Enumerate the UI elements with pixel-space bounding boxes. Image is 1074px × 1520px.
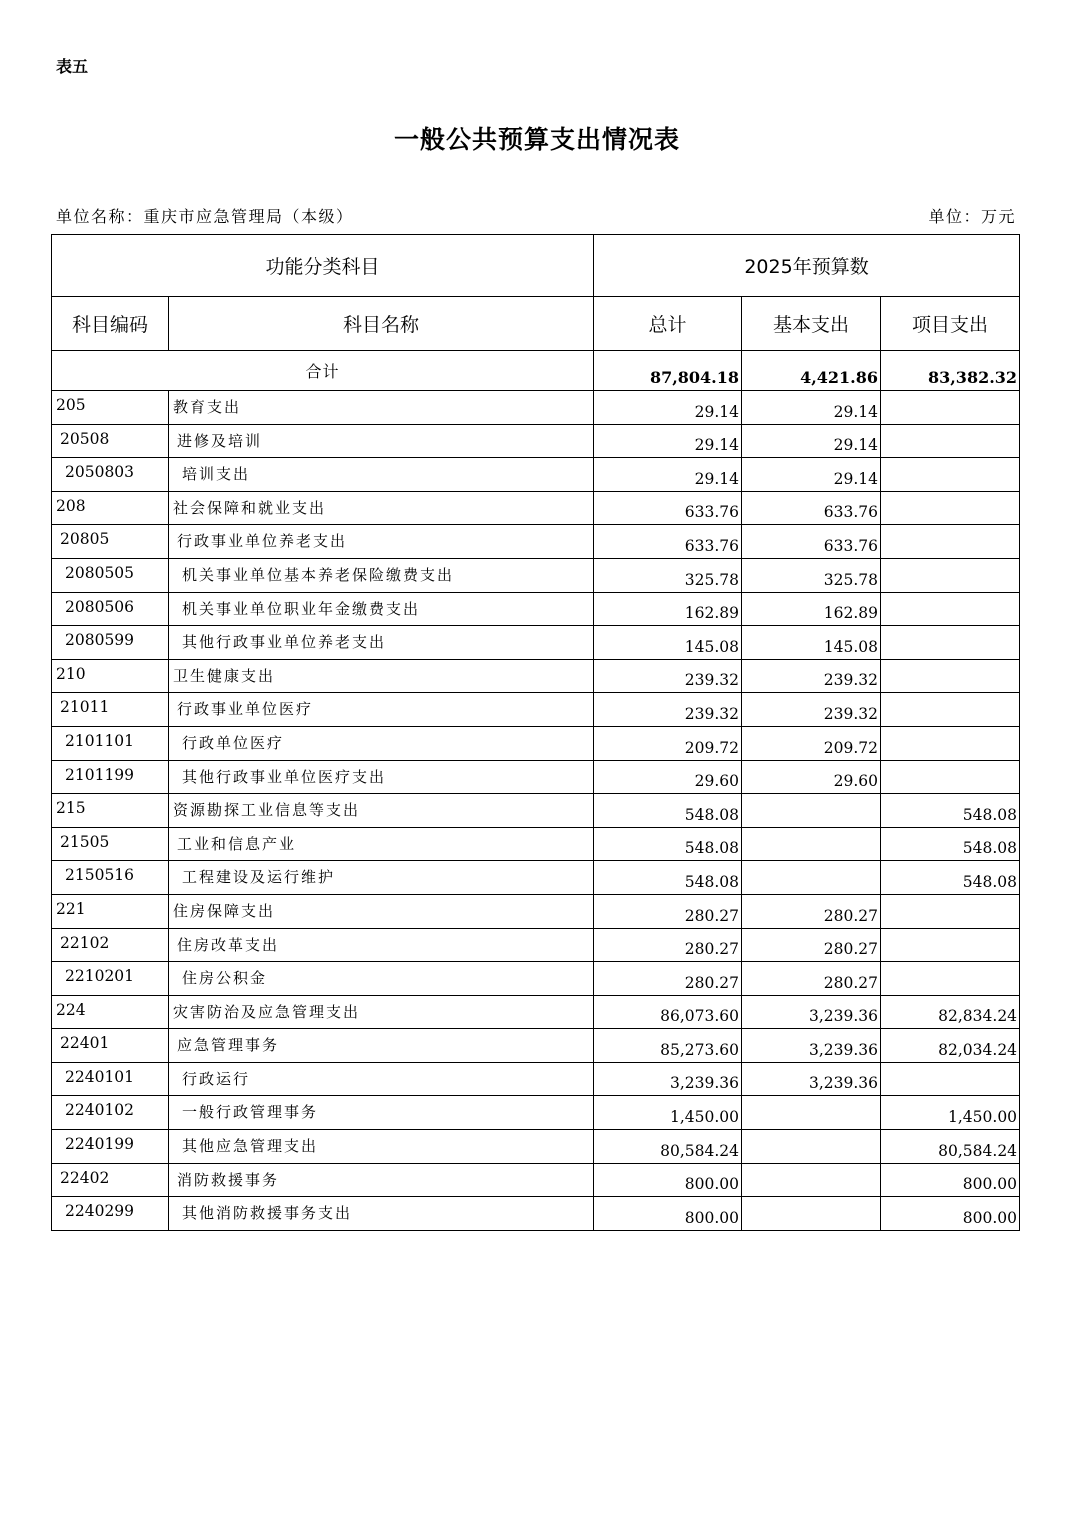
table-row [52,1096,1020,1130]
row-basic: 29.14 [742,458,881,492]
row-code: 2150516 [52,861,169,895]
row-name: 资源勘探工业信息等支出 [169,794,594,828]
row-code: 2080599 [52,626,169,660]
row-total: 548.08 [594,794,742,828]
row-name: 社会保障和就业支出 [169,491,594,525]
row-total: 280.27 [594,928,742,962]
row-basic: 209.72 [742,726,881,760]
row-total: 162.89 [594,592,742,626]
row-project [881,626,1020,660]
row-total: 80,584.24 [594,1130,742,1164]
row-code: 2240102 [52,1096,169,1130]
row-code: 22401 [52,1029,169,1063]
row-name: 行政单位医疗 [169,726,594,760]
row-basic: 325.78 [742,558,881,592]
row-project [881,894,1020,928]
row-basic: 29.14 [742,391,881,425]
table-row [52,391,1020,425]
row-project: 548.08 [881,827,1020,861]
row-project: 548.08 [881,861,1020,895]
row-code: 215 [52,794,169,828]
row-total: 209.72 [594,726,742,760]
row-code: 2210201 [52,962,169,996]
row-code: 224 [52,995,169,1029]
row-code: 2240101 [52,1062,169,1096]
row-code: 21505 [52,827,169,861]
row-total: 239.32 [594,659,742,693]
row-total: 85,273.60 [594,1029,742,1063]
row-project: 800.00 [881,1163,1020,1197]
row-total: 3,239.36 [594,1062,742,1096]
table-row [52,1197,1020,1231]
row-basic: 3,239.36 [742,1062,881,1096]
row-name: 其他消防救援事务支出 [169,1197,594,1231]
row-name: 其他行政事业单位养老支出 [169,626,594,660]
table-row [52,726,1020,760]
row-project [881,525,1020,559]
row-total: 800.00 [594,1163,742,1197]
total-total: 87,804.18 [594,351,742,391]
row-basic [742,1130,881,1164]
row-project: 82,034.24 [881,1029,1020,1063]
table-row [52,995,1020,1029]
row-code: 21011 [52,693,169,727]
row-name: 工业和信息产业 [169,827,594,861]
table-row [52,962,1020,996]
row-basic [742,827,881,861]
row-name: 机关事业单位基本养老保险缴费支出 [169,558,594,592]
table-row [52,1163,1020,1197]
row-basic: 162.89 [742,592,881,626]
row-project [881,693,1020,727]
table-label: 表五 [56,57,89,76]
row-name: 住房改革支出 [169,928,594,962]
row-code: 221 [52,894,169,928]
row-project [881,458,1020,492]
row-basic: 29.60 [742,760,881,794]
total-basic: 4,421.86 [742,351,881,391]
table-row [52,626,1020,660]
table-row [52,794,1020,828]
table-row [52,760,1020,794]
row-name: 机关事业单位职业年金缴费支出 [169,592,594,626]
row-project: 82,834.24 [881,995,1020,1029]
row-total: 633.76 [594,525,742,559]
row-total: 280.27 [594,962,742,996]
row-name: 其他应急管理支出 [169,1130,594,1164]
row-name: 其他行政事业单位医疗支出 [169,760,594,794]
row-total: 86,073.60 [594,995,742,1029]
row-name: 应急管理事务 [169,1029,594,1063]
row-project: 80,584.24 [881,1130,1020,1164]
row-basic: 3,239.36 [742,995,881,1029]
table-row [52,1130,1020,1164]
row-project [881,726,1020,760]
row-total: 548.08 [594,827,742,861]
row-basic: 633.76 [742,491,881,525]
table-row [52,861,1020,895]
row-project: 548.08 [881,794,1020,828]
row-total: 548.08 [594,861,742,895]
table-row [52,1062,1020,1096]
row-project [881,962,1020,996]
row-basic: 280.27 [742,962,881,996]
row-basic: 29.14 [742,424,881,458]
table-row [52,693,1020,727]
table-row [52,1029,1020,1063]
row-basic: 280.27 [742,894,881,928]
row-project [881,760,1020,794]
total-row [52,351,1020,391]
row-name: 教育支出 [169,391,594,425]
row-name: 住房保障支出 [169,894,594,928]
table-row [52,424,1020,458]
row-code: 22102 [52,928,169,962]
row-basic: 239.32 [742,659,881,693]
row-total: 29.60 [594,760,742,794]
row-basic: 239.32 [742,693,881,727]
row-code: 2050803 [52,458,169,492]
row-project [881,424,1020,458]
row-total: 29.14 [594,458,742,492]
table-row [52,592,1020,626]
row-project [881,928,1020,962]
row-code: 2240299 [52,1197,169,1231]
row-name: 住房公积金 [169,962,594,996]
document-title: 一般公共预算支出情况表 [393,125,680,154]
row-basic: 3,239.36 [742,1029,881,1063]
header-function-group: 功能分类科目 [52,235,594,297]
table-row [52,525,1020,559]
row-code: 210 [52,659,169,693]
row-code: 20805 [52,525,169,559]
row-basic: 280.27 [742,928,881,962]
row-project: 800.00 [881,1197,1020,1231]
row-name: 工程建设及运行维护 [169,861,594,895]
row-project: 1,450.00 [881,1096,1020,1130]
row-name: 卫生健康支出 [169,659,594,693]
row-code: 22402 [52,1163,169,1197]
unit-name: 单位名称：重庆市应急管理局（本级） [56,207,354,226]
header-total: 总计 [594,297,742,351]
row-name: 进修及培训 [169,424,594,458]
row-basic [742,861,881,895]
unit-measure: 单位：万元 [928,207,1016,226]
row-code: 2101199 [52,760,169,794]
row-basic [742,1163,881,1197]
row-project [881,1062,1020,1096]
row-code: 2101101 [52,726,169,760]
header-basic: 基本支出 [742,297,881,351]
row-code: 2240199 [52,1130,169,1164]
table-row [52,491,1020,525]
table-row [52,827,1020,861]
total-project: 83,382.32 [881,351,1020,391]
header-budget-group: 2025年预算数 [594,235,1020,297]
row-code: 20508 [52,424,169,458]
row-basic [742,1197,881,1231]
header-name: 科目名称 [169,297,594,351]
row-total: 800.00 [594,1197,742,1231]
row-name: 行政运行 [169,1062,594,1096]
row-code: 208 [52,491,169,525]
row-name: 行政事业单位医疗 [169,693,594,727]
row-name: 一般行政管理事务 [169,1096,594,1130]
row-project [881,592,1020,626]
row-basic [742,794,881,828]
row-total: 29.14 [594,424,742,458]
row-total: 239.32 [594,693,742,727]
row-project [881,558,1020,592]
row-code: 2080505 [52,558,169,592]
table-row [52,894,1020,928]
row-name: 培训支出 [169,458,594,492]
row-basic: 145.08 [742,626,881,660]
row-code: 205 [52,391,169,425]
row-project [881,391,1020,425]
row-code: 2080506 [52,592,169,626]
header-code: 科目编码 [52,297,169,351]
table-row [52,458,1020,492]
total-label: 合计 [52,351,594,391]
budget-table [51,234,1020,1231]
row-total: 29.14 [594,391,742,425]
row-total: 325.78 [594,558,742,592]
row-total: 1,450.00 [594,1096,742,1130]
table-row [52,659,1020,693]
row-basic: 633.76 [742,525,881,559]
row-name: 消防救援事务 [169,1163,594,1197]
row-project [881,491,1020,525]
header-project: 项目支出 [881,297,1020,351]
row-name: 灾害防治及应急管理支出 [169,995,594,1029]
row-basic [742,1096,881,1130]
row-name: 行政事业单位养老支出 [169,525,594,559]
row-project [881,659,1020,693]
row-total: 145.08 [594,626,742,660]
table-row [52,558,1020,592]
row-total: 280.27 [594,894,742,928]
table-row [52,928,1020,962]
row-total: 633.76 [594,491,742,525]
